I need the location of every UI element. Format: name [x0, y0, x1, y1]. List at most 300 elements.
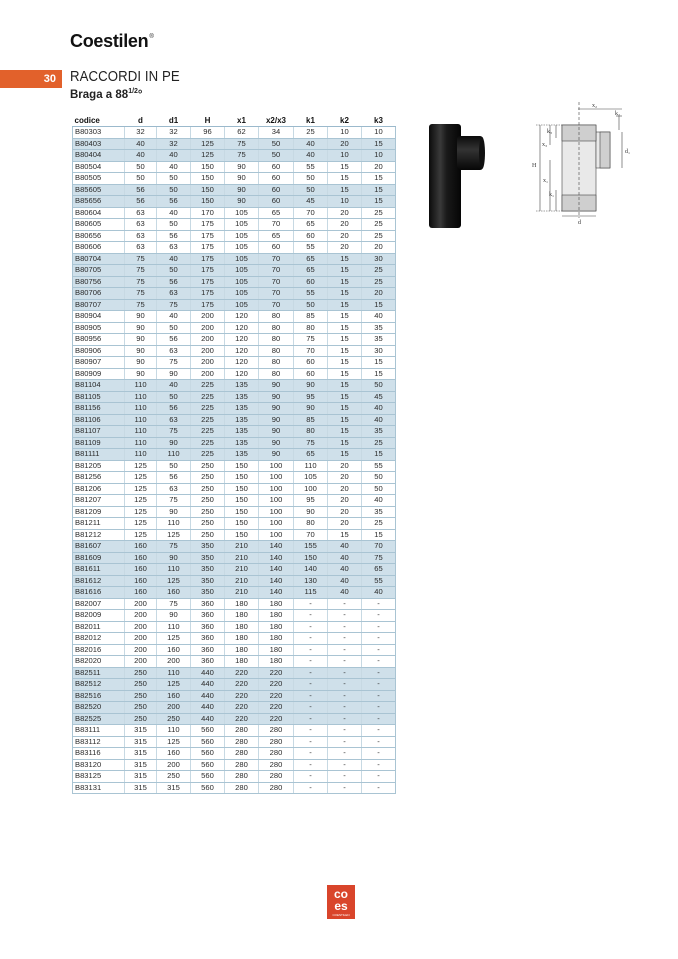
dimension-cell: 220 [225, 702, 259, 714]
dimension-cell: 250 [157, 713, 191, 725]
dimension-cell: 90 [125, 357, 157, 369]
dimension-cell: 15 [328, 161, 362, 173]
dimension-cell: 110 [157, 725, 191, 737]
dimension-cell: 85 [294, 414, 328, 426]
dimension-cell: 15 [328, 449, 362, 461]
dimension-cell: 140 [259, 552, 294, 564]
table-row [73, 748, 396, 760]
dimension-cell: 75 [157, 598, 191, 610]
dimension-cell: 250 [125, 713, 157, 725]
product-code-cell: B83116 [73, 748, 125, 760]
dimension-cell: 75 [125, 276, 157, 288]
dimension-cell: - [362, 656, 396, 668]
column-header: d [125, 115, 157, 127]
table-row [73, 391, 396, 403]
dimension-cell: 315 [125, 782, 157, 794]
dimension-cell: 65 [294, 449, 328, 461]
table-row [73, 219, 396, 231]
dimension-cell: 40 [157, 311, 191, 323]
dimension-cell: 175 [191, 288, 225, 300]
dimension-cell: 80 [294, 426, 328, 438]
label-x1: x₁ [543, 178, 549, 184]
product-code-cell: B81212 [73, 529, 125, 541]
dimension-cell: - [362, 771, 396, 783]
dimension-cell: 250 [125, 679, 157, 691]
page-number: 30 [43, 73, 56, 85]
dimension-cell: 100 [259, 495, 294, 507]
label-k3: k₃ [547, 129, 553, 135]
product-code-cell: B80303 [73, 127, 125, 139]
dimension-cell: 40 [157, 253, 191, 265]
dimension-cell: 90 [294, 380, 328, 392]
product-code-cell: B85656 [73, 196, 125, 208]
dimension-cell: 210 [225, 575, 259, 587]
dimension-cell: 160 [125, 575, 157, 587]
table-row [73, 667, 396, 679]
dimension-cell: 280 [259, 725, 294, 737]
dimension-cell: 135 [225, 426, 259, 438]
label-d: d [578, 220, 581, 225]
column-header: d1 [157, 115, 191, 127]
dimension-cell: 560 [191, 736, 225, 748]
product-code-cell: B83111 [73, 725, 125, 737]
dimension-cell: 360 [191, 621, 225, 633]
dimension-cell: 180 [225, 610, 259, 622]
dimension-cell: 15 [328, 276, 362, 288]
dimension-cell: 220 [225, 667, 259, 679]
dimension-cell: - [294, 679, 328, 691]
dimension-cell: 80 [294, 322, 328, 334]
table-row [73, 472, 396, 484]
dimension-cell: 75 [294, 437, 328, 449]
dimension-cell: 70 [294, 529, 328, 541]
dimension-cell: 105 [294, 472, 328, 484]
dimension-cell: 160 [157, 748, 191, 760]
dimension-cell: 40 [362, 495, 396, 507]
dimension-cell: - [362, 690, 396, 702]
dimension-cell: 180 [259, 621, 294, 633]
table-row [73, 541, 396, 553]
dimension-cell: 225 [191, 437, 225, 449]
dimension-cell: 15 [362, 368, 396, 380]
dimension-cell: 56 [125, 196, 157, 208]
dimension-cell: 35 [362, 426, 396, 438]
dimension-cell: 75 [125, 288, 157, 300]
dimension-cell: 70 [362, 541, 396, 553]
dimension-cell: 170 [191, 207, 225, 219]
dimension-cell: 100 [259, 518, 294, 530]
dimension-cell: 90 [157, 368, 191, 380]
dimension-cell: 70 [294, 207, 328, 219]
dimension-cell: 280 [259, 748, 294, 760]
dimension-cell: 250 [191, 506, 225, 518]
product-code-cell: B81107 [73, 426, 125, 438]
dimension-cell: 150 [191, 184, 225, 196]
dimension-cell: 120 [225, 368, 259, 380]
dimension-cell: 350 [191, 564, 225, 576]
dimension-cell: 15 [328, 253, 362, 265]
dimension-cell: 70 [259, 219, 294, 231]
dimension-cell: 15 [362, 529, 396, 541]
dimension-cell: 15 [362, 196, 396, 208]
table-row [73, 598, 396, 610]
dimension-cell: 105 [225, 288, 259, 300]
dimension-cell: 90 [157, 506, 191, 518]
dimension-cell: 210 [225, 541, 259, 553]
dimension-cell: 20 [328, 138, 362, 150]
dimension-cell: 110 [157, 518, 191, 530]
product-code-cell: B81607 [73, 541, 125, 553]
column-header: k1 [294, 115, 328, 127]
dimension-cell: 50 [362, 380, 396, 392]
dimension-cell: 60 [259, 161, 294, 173]
dimension-cell: 15 [362, 357, 396, 369]
label-x3: x₃ [542, 142, 548, 148]
dimension-cell: 125 [125, 472, 157, 484]
dimension-cell: 115 [294, 587, 328, 599]
dimension-cell: - [294, 736, 328, 748]
product-code-cell: B82020 [73, 656, 125, 668]
product-code-cell: B81156 [73, 403, 125, 415]
dimension-cell: 15 [328, 288, 362, 300]
table-row [73, 368, 396, 380]
dimension-cell: 110 [125, 449, 157, 461]
dimension-cell: 220 [259, 690, 294, 702]
dimension-cell: 315 [125, 759, 157, 771]
dimension-cell: 225 [191, 426, 225, 438]
dimension-cell: 250 [125, 690, 157, 702]
dimension-cell: 75 [157, 299, 191, 311]
dimension-cell: 180 [259, 598, 294, 610]
table-row [73, 483, 396, 495]
dimension-cell: 25 [362, 276, 396, 288]
dimension-cell: 200 [191, 322, 225, 334]
dimension-cell: 180 [259, 633, 294, 645]
dimension-cell: 55 [362, 575, 396, 587]
dimension-cell: 220 [225, 713, 259, 725]
product-code-cell: B81609 [73, 552, 125, 564]
dimension-cell: - [294, 725, 328, 737]
dimension-cell: - [328, 656, 362, 668]
table-row [73, 242, 396, 254]
dimension-cell: 40 [157, 161, 191, 173]
product-code-cell: B82016 [73, 644, 125, 656]
subtitle-degree: ° [137, 88, 143, 101]
dimension-cell: 440 [191, 702, 225, 714]
dimension-cell: 360 [191, 633, 225, 645]
dimension-cell: 90 [259, 391, 294, 403]
dimension-cell: 25 [362, 437, 396, 449]
dimension-cell: 90 [125, 311, 157, 323]
dimension-cell: 100 [259, 529, 294, 541]
dimension-cell: 15 [328, 311, 362, 323]
dimension-cell: 360 [191, 610, 225, 622]
dimension-cell: 15 [328, 173, 362, 185]
dimension-cell: 50 [157, 173, 191, 185]
dimension-cell: - [328, 736, 362, 748]
dimension-cell: 90 [157, 552, 191, 564]
dimension-cell: 55 [362, 460, 396, 472]
table-row [73, 311, 396, 323]
product-code-cell: B80756 [73, 276, 125, 288]
dimension-cell: 20 [328, 230, 362, 242]
dimension-cell: 56 [157, 230, 191, 242]
dimension-cell: - [362, 644, 396, 656]
dimension-cell: 75 [225, 150, 259, 162]
dimension-cell: 90 [259, 414, 294, 426]
product-code-cell: B81209 [73, 506, 125, 518]
dimension-cell: 125 [191, 150, 225, 162]
dimension-cell: 280 [225, 736, 259, 748]
product-code-cell: B82012 [73, 633, 125, 645]
dimension-cell: 90 [225, 196, 259, 208]
dimension-cell: 60 [259, 242, 294, 254]
dimension-cell: 315 [125, 736, 157, 748]
table-row [73, 449, 396, 461]
dimension-cell: - [328, 621, 362, 633]
product-code-cell: B81111 [73, 449, 125, 461]
dimension-cell: 90 [125, 345, 157, 357]
dimension-cell: 15 [328, 529, 362, 541]
dimension-cell: 200 [125, 656, 157, 668]
dimension-cell: 560 [191, 782, 225, 794]
dimension-cell: 315 [125, 725, 157, 737]
product-code-cell: B80956 [73, 334, 125, 346]
product-code-cell: B80604 [73, 207, 125, 219]
dimension-cell: 10 [328, 150, 362, 162]
dimension-cell: 110 [157, 449, 191, 461]
dimension-cell: 440 [191, 679, 225, 691]
dimension-cell: - [328, 725, 362, 737]
dimension-cell: 30 [362, 253, 396, 265]
table-row [73, 414, 396, 426]
dimension-cell: 10 [328, 196, 362, 208]
dimension-cell: 140 [259, 541, 294, 553]
dimension-cell: 65 [294, 219, 328, 231]
dimension-cell: 50 [294, 184, 328, 196]
dimension-cell: - [362, 598, 396, 610]
dimension-cell: 280 [259, 782, 294, 794]
dimension-cell: 20 [328, 242, 362, 254]
dimension-cell: 125 [125, 460, 157, 472]
label-k1: k₁ [549, 192, 555, 198]
dimension-cell: 15 [362, 173, 396, 185]
dimension-cell: 100 [259, 506, 294, 518]
dimension-cell: 63 [125, 219, 157, 231]
product-code-cell: B80909 [73, 368, 125, 380]
dimension-cell: 50 [294, 173, 328, 185]
technical-drawing [522, 100, 637, 225]
product-code-cell: B80706 [73, 288, 125, 300]
dimension-cell: 35 [362, 506, 396, 518]
dimension-cell: 34 [259, 127, 294, 139]
dimension-cell: 560 [191, 725, 225, 737]
dimension-cell: 250 [191, 529, 225, 541]
dimension-cell: 50 [362, 472, 396, 484]
table-row [73, 644, 396, 656]
dimension-cell: 62 [225, 127, 259, 139]
dimension-cell: 15 [328, 414, 362, 426]
dimension-cell: 280 [259, 736, 294, 748]
dimension-cell: 90 [125, 368, 157, 380]
dimension-cell: 15 [328, 299, 362, 311]
dimension-cell: 60 [259, 184, 294, 196]
product-code-cell: B80907 [73, 357, 125, 369]
dimension-cell: 140 [259, 575, 294, 587]
dimension-cell: 105 [225, 230, 259, 242]
dimension-cell: 220 [259, 679, 294, 691]
dimension-cell: 15 [328, 357, 362, 369]
dimension-cell: 70 [259, 299, 294, 311]
dimension-cell: - [328, 690, 362, 702]
dimension-cell: 160 [125, 587, 157, 599]
dimension-cell: 75 [125, 265, 157, 277]
dimension-cell: 350 [191, 587, 225, 599]
dimension-cell: 40 [362, 311, 396, 323]
dimension-cell: 45 [294, 196, 328, 208]
dimension-cell: 15 [328, 391, 362, 403]
dimension-cell: 250 [191, 518, 225, 530]
table-row [73, 184, 396, 196]
label-k2: k₂ [615, 111, 621, 117]
dimension-cell: 55 [294, 161, 328, 173]
dimension-cell: 200 [157, 759, 191, 771]
dimension-cell: 25 [362, 518, 396, 530]
product-code-cell: B81616 [73, 587, 125, 599]
dimension-cell: 80 [259, 322, 294, 334]
dimension-cell: 175 [191, 265, 225, 277]
product-code-cell: B80905 [73, 322, 125, 334]
product-code-cell: B81106 [73, 414, 125, 426]
dimension-cell: 40 [157, 207, 191, 219]
product-code-cell: B83120 [73, 759, 125, 771]
dimension-cell: - [362, 702, 396, 714]
dimension-cell: - [362, 725, 396, 737]
page-title: RACCORDI IN PE [70, 68, 180, 85]
dimension-cell: 20 [328, 207, 362, 219]
dimension-cell: 15 [328, 334, 362, 346]
dimension-cell: 60 [259, 196, 294, 208]
table-row [73, 161, 396, 173]
dimension-cell: 160 [157, 644, 191, 656]
dimension-cell: 40 [125, 138, 157, 150]
dimension-cell: 175 [191, 242, 225, 254]
table-row [73, 506, 396, 518]
dimension-cell: 10 [362, 150, 396, 162]
dimension-cell: 63 [157, 483, 191, 495]
dimension-cell: 180 [225, 656, 259, 668]
tee-branch-opening [479, 137, 485, 169]
dimension-cell: 90 [225, 161, 259, 173]
dimension-cell: 70 [259, 288, 294, 300]
dimension-cell: 150 [225, 495, 259, 507]
dimension-cell: 20 [328, 460, 362, 472]
dimension-cell: 140 [259, 587, 294, 599]
dimension-cell: 105 [225, 207, 259, 219]
dimension-cell: 25 [362, 230, 396, 242]
dimension-cell: 40 [157, 150, 191, 162]
table-row [73, 690, 396, 702]
dimension-cell: 90 [157, 610, 191, 622]
dimension-cell: 110 [125, 426, 157, 438]
dimension-cell: 280 [259, 759, 294, 771]
table-row [73, 288, 396, 300]
product-code-cell: B81206 [73, 483, 125, 495]
dimension-cell: 70 [259, 276, 294, 288]
dimension-cell: 280 [225, 771, 259, 783]
dimension-cell: 125 [191, 138, 225, 150]
dimension-cell: 110 [125, 403, 157, 415]
dimension-cell: 135 [225, 414, 259, 426]
dimension-cell: 15 [328, 265, 362, 277]
dimension-cell: 25 [362, 265, 396, 277]
dimension-cell: 125 [125, 506, 157, 518]
dimension-cell: 80 [259, 334, 294, 346]
dimension-cell: 56 [125, 184, 157, 196]
dimension-cell: 315 [125, 771, 157, 783]
dimension-cell: - [328, 759, 362, 771]
dimension-cell: 280 [225, 782, 259, 794]
dimension-cell: 360 [191, 656, 225, 668]
label-x2: x₂ [592, 103, 598, 109]
dimension-cell: 560 [191, 771, 225, 783]
dimension-cell: 40 [125, 150, 157, 162]
dimension-cell: 60 [259, 173, 294, 185]
dimension-cell: 50 [259, 150, 294, 162]
dimension-cell: - [328, 633, 362, 645]
dimension-cell: 200 [191, 345, 225, 357]
product-code-cell: B80906 [73, 345, 125, 357]
product-code-cell: B82520 [73, 702, 125, 714]
label-H: H [532, 163, 537, 169]
dimension-cell: 175 [191, 276, 225, 288]
table-row [73, 276, 396, 288]
dimension-cell: 70 [259, 253, 294, 265]
dimension-cell: 35 [362, 334, 396, 346]
product-code-cell: B81109 [73, 437, 125, 449]
dimension-cell: 105 [225, 299, 259, 311]
dimension-cell: 225 [191, 414, 225, 426]
dimension-cell: 125 [157, 679, 191, 691]
dimension-cell: 70 [294, 345, 328, 357]
dimension-cell: - [362, 633, 396, 645]
dimension-cell: 250 [125, 667, 157, 679]
dimension-cell: 10 [328, 127, 362, 139]
table-row [73, 621, 396, 633]
dimension-cell: 40 [294, 138, 328, 150]
dimension-cell: 15 [328, 426, 362, 438]
dimension-cell: - [362, 736, 396, 748]
product-code-cell: B83112 [73, 736, 125, 748]
dimension-cell: - [362, 610, 396, 622]
dimension-cell: 20 [328, 472, 362, 484]
dimension-cell: 40 [328, 564, 362, 576]
dimension-cell: 210 [225, 587, 259, 599]
dimension-cell: 350 [191, 552, 225, 564]
dimension-cell: 125 [125, 529, 157, 541]
dimension-cell: 315 [157, 782, 191, 794]
table-row [73, 253, 396, 265]
dimension-cell: 50 [157, 184, 191, 196]
dimension-cell: - [294, 748, 328, 760]
product-code-cell: B80904 [73, 311, 125, 323]
table-row [73, 207, 396, 219]
dimension-cell: - [328, 644, 362, 656]
dimension-cell: 63 [125, 230, 157, 242]
dimension-cell: 280 [225, 725, 259, 737]
product-code-cell: B81104 [73, 380, 125, 392]
table-row [73, 725, 396, 737]
